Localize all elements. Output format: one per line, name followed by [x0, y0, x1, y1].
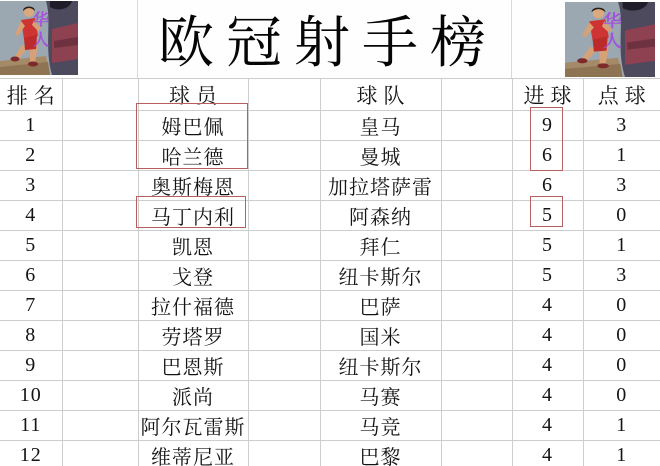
empty-cell — [441, 111, 512, 141]
empty-cell — [248, 441, 320, 466]
empty-cell — [62, 141, 138, 171]
empty-cell — [441, 79, 512, 111]
penalties-cell: 1 — [583, 441, 660, 466]
team-cell: 马赛 — [320, 381, 441, 411]
table-row — [0, 231, 660, 261]
player-cell: 派尚 — [138, 381, 248, 411]
rank-cell: 2 — [0, 141, 62, 171]
player-cell: 拉什福德 — [138, 291, 248, 321]
rank-cell: 12 — [0, 441, 62, 466]
player-cell: 姆巴佩 — [138, 111, 248, 141]
empty-cell — [441, 321, 512, 351]
basketball-player-image-right — [565, 2, 655, 77]
empty-cell — [441, 441, 512, 466]
penalties-cell: 0 — [583, 351, 660, 381]
team-cell: 拜仁 — [320, 231, 441, 261]
penalties-cell: 0 — [583, 321, 660, 351]
empty-cell — [62, 381, 138, 411]
table-row — [0, 381, 660, 411]
empty-cell — [248, 171, 320, 201]
penalties-cell: 3 — [583, 111, 660, 141]
penalties-cell: 0 — [583, 381, 660, 411]
title-band — [0, 0, 660, 78]
goals-cell: 5 — [512, 231, 583, 261]
header-goals: 进球 — [512, 79, 583, 111]
scorer-table — [0, 78, 660, 466]
watermark-text: 华 — [603, 12, 622, 31]
team-cell: 巴萨 — [320, 291, 441, 321]
penalties-cell: 0 — [583, 201, 660, 231]
basketball-player-image-left — [0, 1, 78, 75]
team-cell: 加拉塔萨雷 — [320, 171, 441, 201]
player-cell: 维蒂尼亚 — [138, 441, 248, 466]
watermark-text: 华 — [32, 12, 50, 29]
player-cell: 阿尔瓦雷斯 — [138, 411, 248, 441]
rank-cell: 8 — [0, 321, 62, 351]
empty-cell — [441, 381, 512, 411]
empty-cell — [441, 141, 512, 171]
table-row — [0, 441, 660, 466]
team-cell: 曼城 — [320, 141, 441, 171]
penalties-cell: 1 — [583, 231, 660, 261]
watermark-text: 人 — [603, 32, 622, 51]
player-cell: 凯恩 — [138, 231, 248, 261]
goals-cell: 4 — [512, 321, 583, 351]
team-cell: 皇马 — [320, 111, 441, 141]
header-player: 球员 — [138, 79, 248, 111]
rank-cell: 1 — [0, 111, 62, 141]
team-cell: 马竞 — [320, 411, 441, 441]
goals-cell: 6 — [512, 171, 583, 201]
empty-cell — [62, 351, 138, 381]
table-row — [0, 261, 660, 291]
goals-cell: 4 — [512, 291, 583, 321]
empty-cell — [441, 171, 512, 201]
empty-cell — [248, 261, 320, 291]
goals-cell: 4 — [512, 381, 583, 411]
team-cell: 国米 — [320, 321, 441, 351]
empty-cell — [248, 201, 320, 231]
penalties-cell: 3 — [583, 261, 660, 291]
team-cell: 阿森纳 — [320, 201, 441, 231]
watermark-text: 人 — [32, 32, 50, 49]
header-team: 球队 — [320, 79, 441, 111]
header-penalties: 点球 — [583, 79, 660, 111]
empty-cell — [248, 141, 320, 171]
empty-cell — [248, 411, 320, 441]
table-row — [0, 411, 660, 441]
goals-cell: 4 — [512, 411, 583, 441]
table-row — [0, 141, 660, 171]
empty-cell — [248, 321, 320, 351]
goals-cell: 5 — [512, 261, 583, 291]
rank-cell: 10 — [0, 381, 62, 411]
rank-cell: 3 — [0, 171, 62, 201]
empty-cell — [248, 381, 320, 411]
player-cell: 巴恩斯 — [138, 351, 248, 381]
penalties-cell: 1 — [583, 141, 660, 171]
empty-cell — [62, 111, 138, 141]
rank-cell: 11 — [0, 411, 62, 441]
player-cell: 戈登 — [138, 261, 248, 291]
empty-cell — [441, 411, 512, 441]
empty-cell — [441, 291, 512, 321]
rank-cell: 4 — [0, 201, 62, 231]
empty-cell — [248, 79, 320, 111]
table-row — [0, 321, 660, 351]
table-row — [0, 201, 660, 231]
goals-cell: 6 — [512, 141, 583, 171]
empty-cell — [62, 171, 138, 201]
rank-cell: 5 — [0, 231, 62, 261]
penalties-cell: 3 — [583, 171, 660, 201]
goals-cell: 4 — [512, 351, 583, 381]
rank-cell: 6 — [0, 261, 62, 291]
team-cell: 巴黎 — [320, 441, 441, 466]
team-cell: 纽卡斯尔 — [320, 351, 441, 381]
table-row — [0, 171, 660, 201]
team-cell: 纽卡斯尔 — [320, 261, 441, 291]
player-cell: 马丁内利 — [138, 201, 248, 231]
empty-cell — [248, 111, 320, 141]
empty-cell — [62, 321, 138, 351]
empty-cell — [62, 231, 138, 261]
empty-cell — [441, 261, 512, 291]
empty-cell — [62, 441, 138, 466]
empty-cell — [248, 351, 320, 381]
empty-cell — [441, 231, 512, 261]
goals-cell: 9 — [512, 111, 583, 141]
header-rank: 排名 — [0, 79, 62, 111]
goals-cell: 5 — [512, 201, 583, 231]
page-title: 欧冠射手榜 — [158, 13, 498, 75]
empty-cell — [62, 201, 138, 231]
empty-cell — [62, 291, 138, 321]
table-row — [0, 291, 660, 321]
header-row — [0, 79, 660, 111]
penalties-cell: 0 — [583, 291, 660, 321]
empty-cell — [441, 351, 512, 381]
empty-cell — [62, 411, 138, 441]
empty-cell — [248, 291, 320, 321]
goals-cell: 4 — [512, 441, 583, 466]
player-cell: 劳塔罗 — [138, 321, 248, 351]
empty-cell — [441, 201, 512, 231]
table-row — [0, 351, 660, 381]
empty-cell — [248, 231, 320, 261]
table-row — [0, 111, 660, 141]
player-cell: 奥斯梅恩 — [138, 171, 248, 201]
player-cell: 哈兰德 — [138, 141, 248, 171]
rank-cell: 9 — [0, 351, 62, 381]
rank-cell: 7 — [0, 291, 62, 321]
penalties-cell: 1 — [583, 411, 660, 441]
empty-cell — [62, 261, 138, 291]
empty-cell — [62, 79, 138, 111]
